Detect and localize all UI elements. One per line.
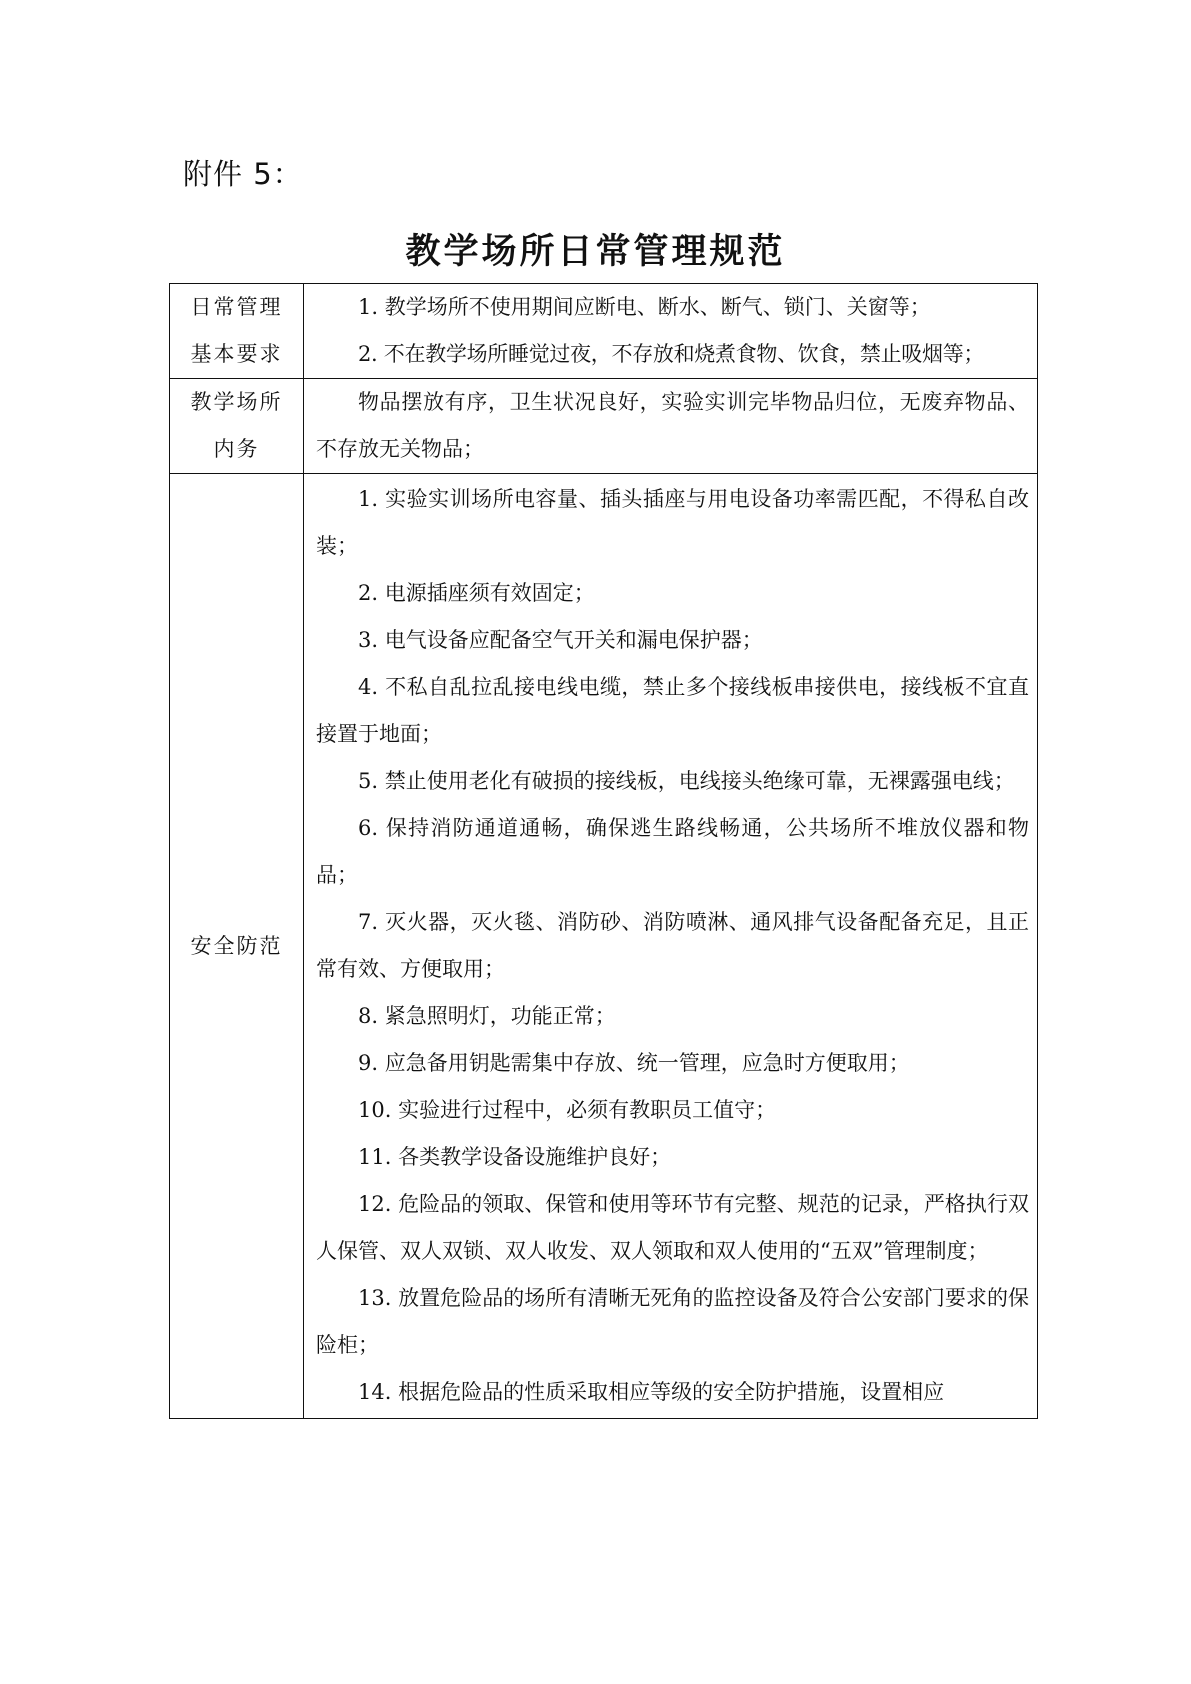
row-content-safety [304, 474, 1038, 1419]
list-item: 3. 电气设备应配备空气开关和漏电保护器； [358, 628, 763, 652]
table-row-internal-affairs [170, 379, 1038, 474]
list-item: 7. 灭火器，灭火毯、消防砂、消防喷淋、通风排气设备配备充足，且正常有效、方便取用； [316, 910, 1029, 981]
paragraph: 物品摆放有序，卫生状况良好，实验实训完毕物品归位，无废弃物品、不存放无关物品； [316, 390, 1029, 461]
attachment-label: 附件 5： [183, 157, 303, 191]
list-item: 1. 实验实训场所电容量、插头插座与用电设备功率需匹配，不得私自改装； [316, 487, 1029, 558]
table-row-basic-requirements [170, 284, 1038, 379]
row-content-internal-affairs [304, 379, 1038, 474]
list-item: 11. 各类教学设备设施维护良好； [358, 1145, 672, 1169]
rules-table [169, 283, 1038, 1419]
list-item: 5. 禁止使用老化有破损的接线板，电线接头绝缘可靠，无裸露强电线； [358, 769, 1015, 793]
row-label-basic-requirements [170, 284, 304, 379]
list-item: 9. 应急备用钥匙需集中存放、统一管理，应急时方便取用； [358, 1051, 910, 1075]
row-label-safety: 安全防范 [170, 474, 304, 1419]
label-line: 基本要求 [190, 342, 283, 366]
list-item: 2. 不在教学场所睡觉过夜，不存放和烧煮食物、饮食，禁止吸烟等； [358, 342, 985, 366]
table-row-safety [170, 474, 1038, 1419]
list-item: 6. 保持消防通道通畅，确保逃生路线畅通，公共场所不堆放仪器和物品； [316, 816, 1029, 887]
list-item: 10. 实验进行过程中，必须有教职员工值守； [358, 1098, 777, 1122]
list-item: 8. 紧急照明灯，功能正常； [358, 1004, 616, 1028]
list-item: 14. 根据危险品的性质采取相应等级的安全防护措施，设置相应 [358, 1380, 945, 1404]
label-line: 教学场所 [190, 390, 283, 414]
page-title: 教学场所日常管理规范 [405, 232, 786, 272]
row-content-basic-requirements [304, 284, 1038, 379]
label-line: 日常管理 [190, 295, 283, 319]
label-line: 内务 [213, 437, 260, 461]
list-item: 12. 危险品的领取、保管和使用等环节有完整、规范的记录，严格执行双人保管、双人双锁、双人收发、双人领取和双人使用的“五双”管理制度； [316, 1192, 1029, 1263]
list-item: 13. 放置危险品的场所有清晰无死角的监控设备及符合公安部门要求的保险柜； [316, 1286, 1029, 1357]
list-item: 1. 教学场所不使用期间应断电、断水、断气、锁门、关窗等； [358, 295, 931, 319]
list-item: 2. 电源插座须有效固定； [358, 581, 595, 605]
row-label-internal-affairs [170, 379, 304, 474]
list-item: 4. 不私自乱拉乱接电线电缆，禁止多个接线板串接供电，接线板不宜直接置于地面； [316, 675, 1029, 746]
